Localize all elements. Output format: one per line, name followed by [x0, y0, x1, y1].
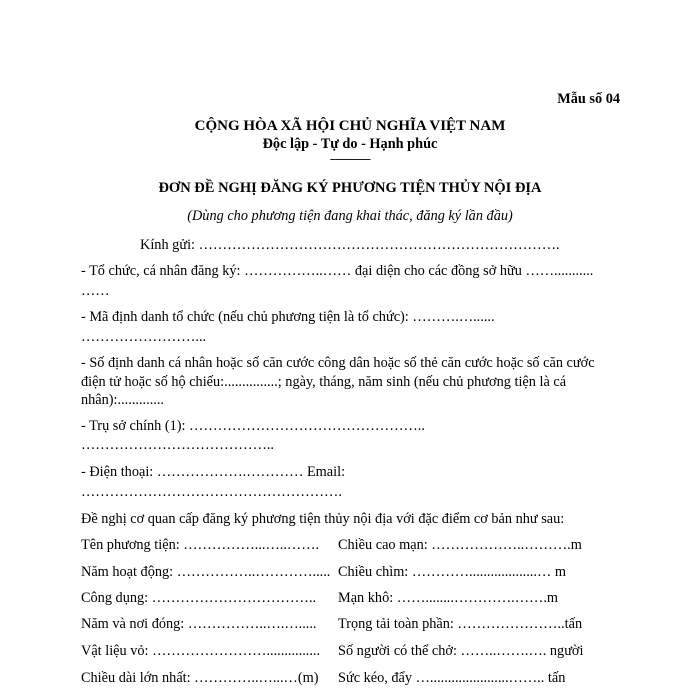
motto: Độc lập - Tự do - Hạnh phúc: [262, 136, 438, 152]
spec-row: [81, 537, 601, 553]
head-office-field-line-2: …………………………………..: [81, 437, 275, 453]
spec-purpose: Công dụng: ……………………………..: [81, 590, 317, 606]
org-id-field-line-1: - Mã định danh tổ chức (nếu chủ phương tiện là tổ chức): ……….…......: [81, 309, 495, 325]
owner-field-line-1: - Tổ chức, cá nhân đăng ký: ……………..…… đại diện cho các đồng sở hữu ……...........: [81, 263, 594, 279]
spec-hull-material: Vật liệu vỏ: ……………………...............: [81, 643, 321, 659]
org-id-field-line-2: ……………………...: [81, 329, 207, 345]
spec-vessel-name: Tên phương tiện: ……………...…..…….: [81, 537, 320, 553]
personal-id-field-line-3: nhân):.............: [81, 392, 164, 408]
document-subtitle: (Dùng cho phương tiện đang khai thác, đăng ký lần đầu): [187, 208, 513, 224]
request-statement: Đề nghị cơ quan cấp đăng ký phương tiện thủy nội địa với đặc điểm cơ bản như sau:: [81, 511, 565, 527]
spec-year-of-operation: Năm hoạt động: ……………..………….....: [81, 564, 331, 580]
addressee-line: Kính gửi: ………………………………………………………………….: [140, 237, 560, 253]
personal-id-field-line-1: - Số định danh cá nhân hoặc số căn cước công dân hoặc số thẻ căn cước hoặc số căn cước: [81, 355, 595, 371]
spec-row: [81, 643, 601, 659]
header-separator: ---------------: [330, 153, 370, 165]
owner-field-line-2: ……: [81, 283, 110, 299]
spec-row: [81, 590, 601, 606]
spec-deadweight: Trọng tải toàn phần: …………………..tấn: [338, 616, 583, 632]
spec-row: [81, 564, 601, 580]
form-number: Mẫu số 04: [557, 91, 620, 107]
spec-passenger-capacity: Số người có thể chở: ……..…….…. người: [338, 643, 584, 659]
phone-email-field-line-1: - Điện thoại: ……………….………… Email:: [81, 464, 346, 480]
personal-id-field-line-2: điện tử hoặc số hộ chiếu:...............; ngày, tháng, năm sinh (nếu chủ phương tiện là cá: [81, 374, 567, 390]
spec-row: [81, 616, 601, 632]
spec-row: [81, 670, 601, 686]
head-office-field-line-1: - Trụ sở chính (1): …………………………………………..: [81, 418, 425, 434]
spec-freeboard: Mạn khô: ……........………….…….m: [338, 590, 559, 606]
document-title: ĐƠN ĐỀ NGHỊ ĐĂNG KÝ PHƯƠNG TIỆN THỦY NỘI ĐỊA: [158, 180, 542, 196]
spec-draft: Chiều chìm: …………...................… m: [338, 564, 566, 580]
spec-build-year-place: Năm và nơi đóng: ……………..….….....: [81, 616, 317, 632]
spec-max-length: Chiều dài lớn nhất: …………..…...…(m): [81, 670, 319, 686]
phone-email-field-line-2: ……………………………………………….: [81, 484, 342, 500]
spec-freeboard-height: Chiều cao mạn: ………………..……….m: [338, 537, 582, 553]
spec-towing-pushing-power: Sức kéo, đẩy …......................…….. tấn: [338, 670, 566, 686]
country-header: CỘNG HÒA XÃ HỘI CHỦ NGHĨA VIỆT NAM: [194, 118, 506, 134]
